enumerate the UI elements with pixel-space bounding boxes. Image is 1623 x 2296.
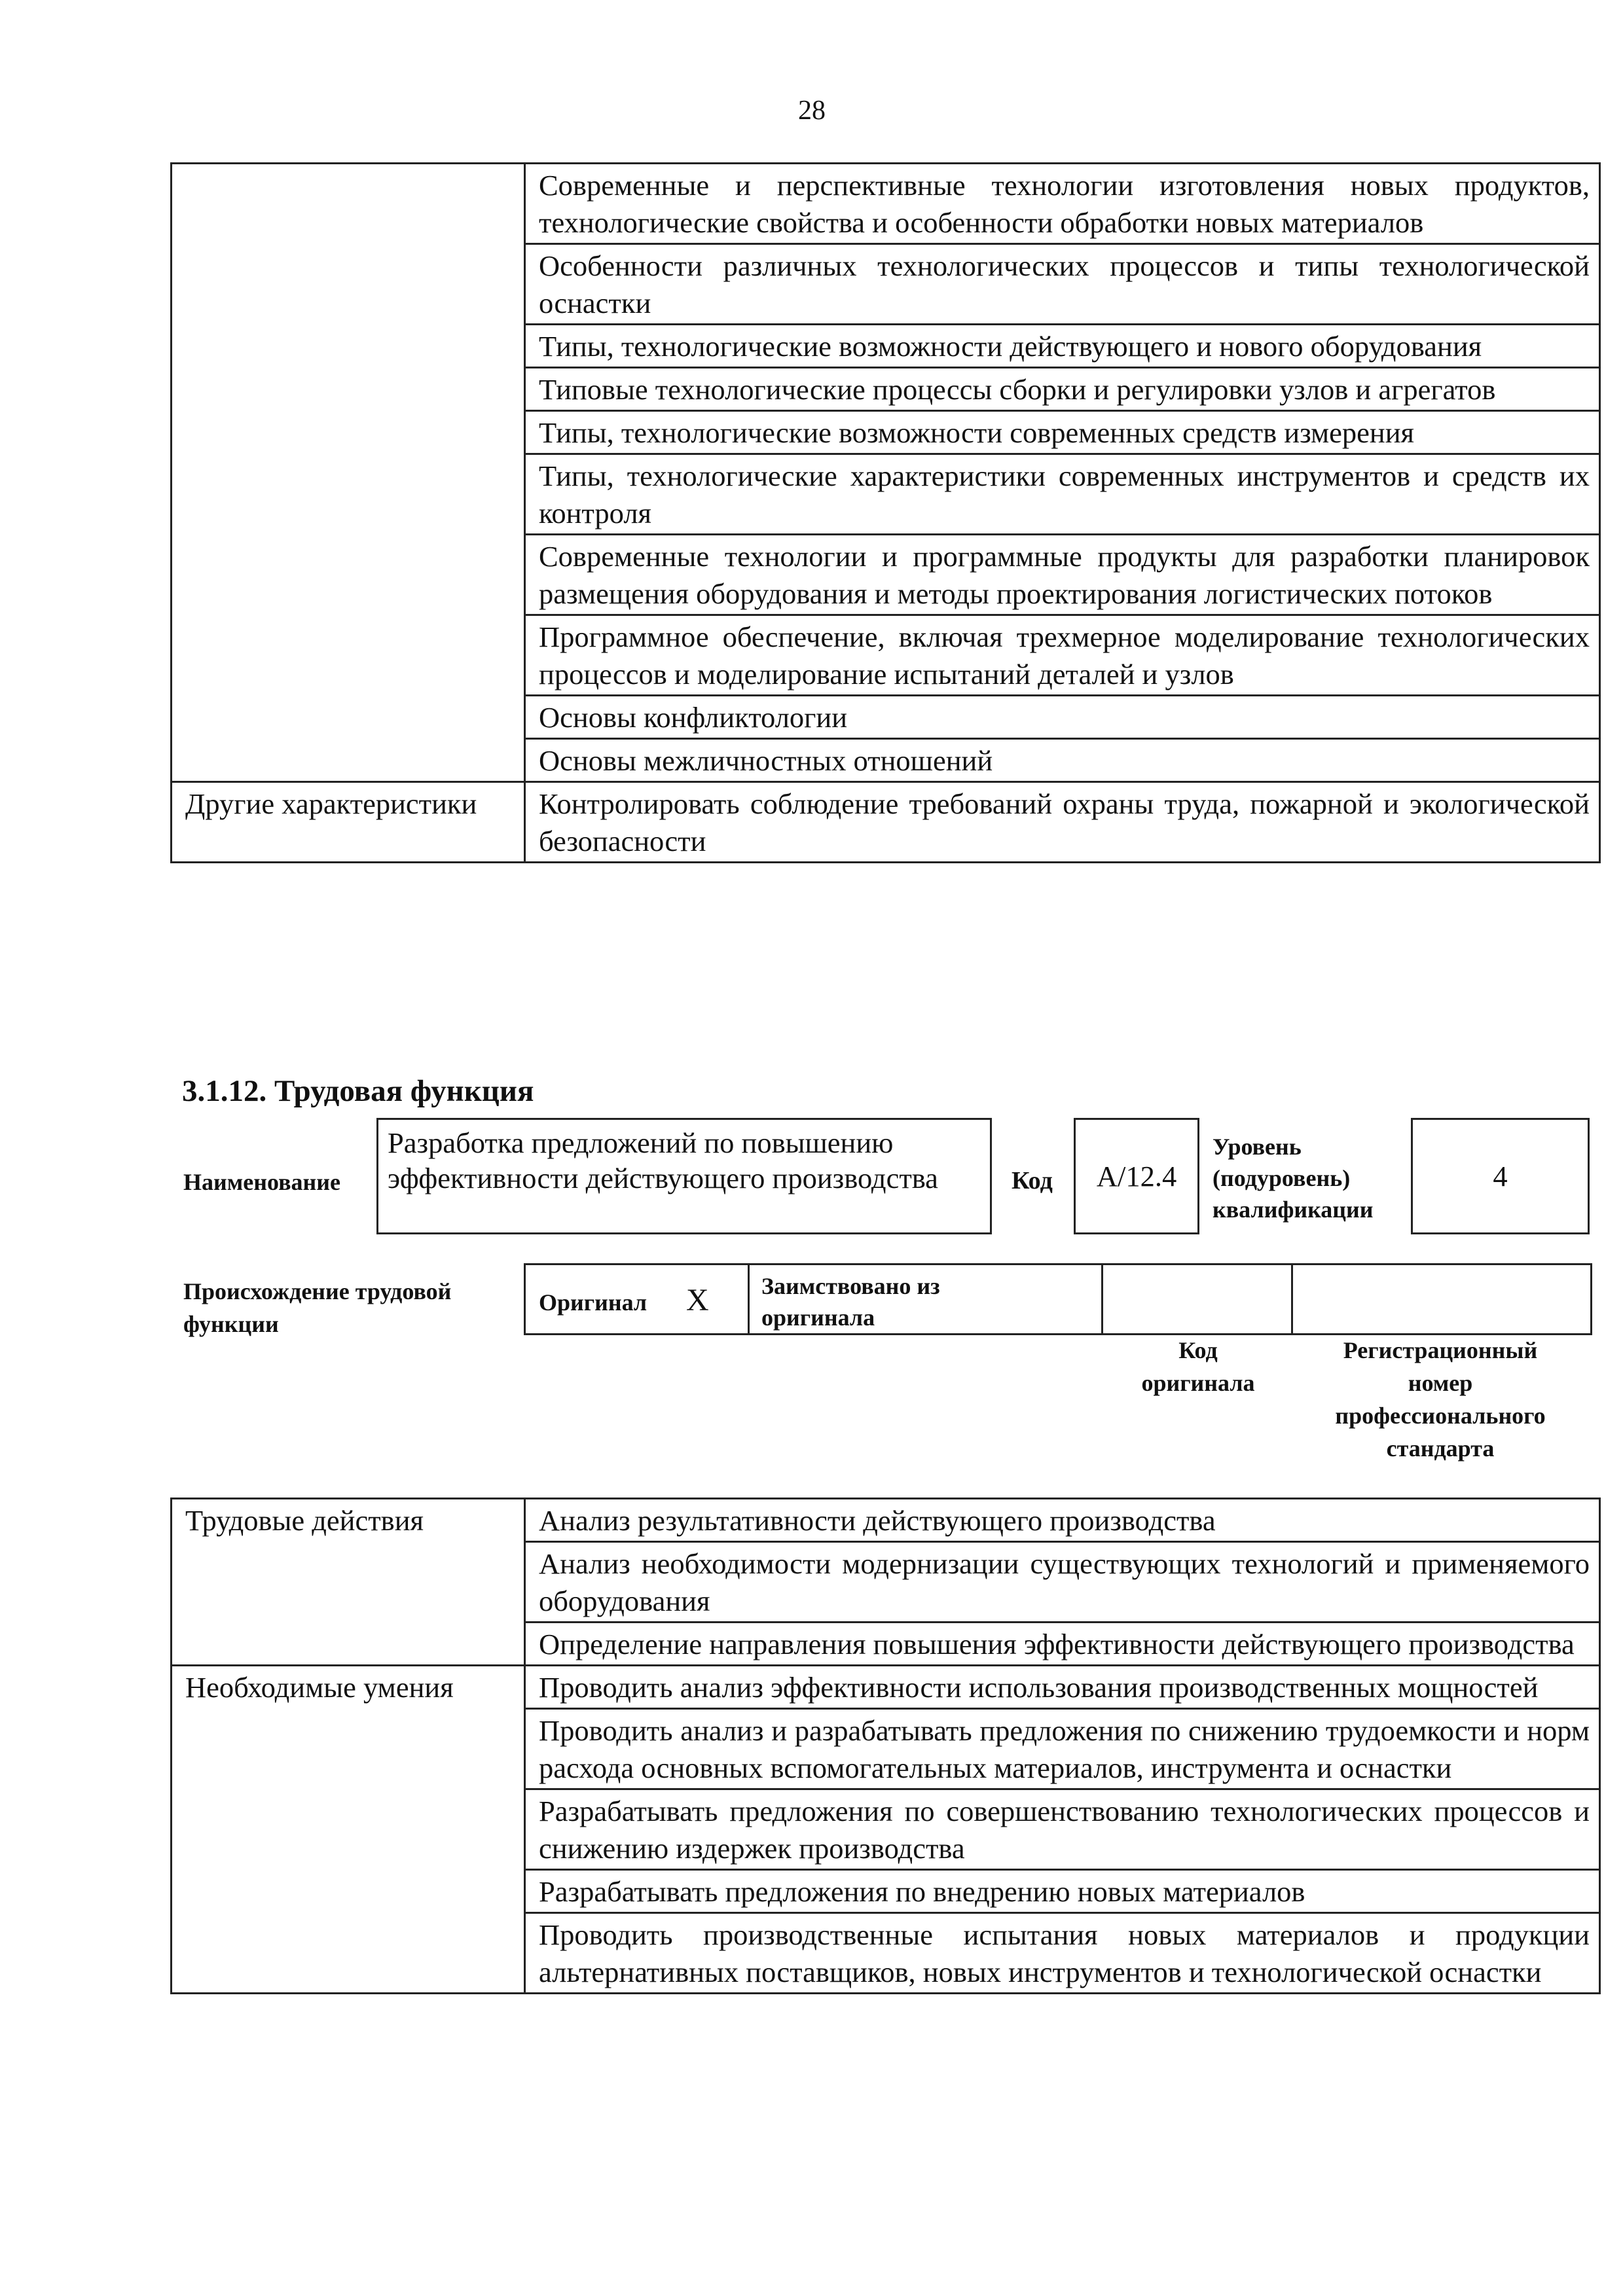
code-label: Код bbox=[1012, 1167, 1053, 1194]
level-value: 4 bbox=[1493, 1160, 1508, 1193]
caption-line: Регистрационный bbox=[1343, 1337, 1538, 1363]
table-row bbox=[172, 1499, 1600, 1542]
actions-skills-table bbox=[170, 1498, 1601, 1994]
row-text: Анализ результативности действующего производства bbox=[525, 1499, 1600, 1542]
borrowed-line: оригинала bbox=[761, 1304, 875, 1331]
origin-original-cell bbox=[526, 1265, 750, 1333]
level-label-line: (подуровень) bbox=[1213, 1165, 1351, 1191]
row-text: Основы межличностных отношений bbox=[525, 739, 1600, 782]
page-number: 28 bbox=[798, 96, 826, 126]
name-value-box: Разработка предложений по повышению эффективности действующего производства bbox=[376, 1118, 992, 1234]
row-text: Проводить производственные испытания новых материалов и продукции альтернативных поставщиков, новых инструментов и технологической оснастки bbox=[525, 1913, 1600, 1994]
row-text: Типы, технологические характеристики современных инструментов и средств их контроля bbox=[525, 454, 1600, 535]
caption-line: стандарта bbox=[1386, 1435, 1495, 1462]
caption-line: Код bbox=[1178, 1337, 1218, 1363]
row-label bbox=[172, 164, 525, 782]
row-text: Анализ необходимости модернизации существующих технологий и применяемого оборудования bbox=[525, 1542, 1600, 1623]
origin-reg-cell bbox=[1293, 1265, 1590, 1333]
origin-code-cell bbox=[1103, 1265, 1293, 1333]
origin-label bbox=[183, 1275, 451, 1340]
borrowed-label bbox=[761, 1270, 940, 1333]
row-text: Определение направления повышения эффективности действующего производства bbox=[525, 1623, 1600, 1666]
row-text: Проводить анализ и разрабатывать предложения по снижению трудоемкости и норм расхода основных вспомогательных материалов, инструмента и оснастки bbox=[525, 1709, 1600, 1789]
original-label: Оригинал bbox=[539, 1289, 647, 1316]
row-text: Современные и перспективные технологии изготовления новых продуктов, технологические свойства и особенности обработки новых материалов bbox=[525, 164, 1600, 244]
borrowed-line: Заимствовано из bbox=[761, 1273, 940, 1299]
code-original-caption bbox=[1100, 1334, 1296, 1399]
row-text: Современные технологии и программные продукты для разработки планировок размещения оборудования и методы проектирования логистических потоков bbox=[525, 535, 1600, 615]
caption-line: профессионального bbox=[1335, 1403, 1546, 1429]
caption-line: оригинала bbox=[1141, 1370, 1255, 1396]
name-label: Наименование bbox=[183, 1169, 340, 1195]
level-label bbox=[1213, 1131, 1374, 1225]
original-mark: X bbox=[686, 1283, 709, 1318]
table-row bbox=[172, 782, 1600, 863]
row-text: Программное обеспечение, включая трехмерное моделирование технологических процессов и моделирование испытаний деталей и узлов bbox=[525, 615, 1600, 696]
reg-number-caption bbox=[1296, 1334, 1584, 1465]
code-value: A/12.4 bbox=[1096, 1160, 1177, 1193]
level-label-line: квалификации bbox=[1213, 1196, 1374, 1223]
row-text: Типы, технологические возможности современных средств измерения bbox=[525, 411, 1600, 454]
row-text: Типы, технологические возможности действующего и нового оборудования bbox=[525, 325, 1600, 368]
origin-borrowed-cell bbox=[750, 1265, 1103, 1333]
caption-line: номер bbox=[1408, 1370, 1473, 1396]
origin-row bbox=[524, 1263, 1592, 1335]
row-label-other: Другие характеристики bbox=[172, 782, 525, 863]
row-text: Проводить анализ эффективности использования производственных мощностей bbox=[525, 1666, 1600, 1709]
labor-actions-label: Трудовые действия bbox=[172, 1499, 525, 1666]
origin-label-line: Происхождение трудовой bbox=[183, 1278, 452, 1304]
section-title: 3.1.12. Трудовая функция bbox=[182, 1074, 534, 1108]
table-row bbox=[172, 164, 1600, 244]
row-text: Основы конфликтологии bbox=[525, 696, 1600, 739]
row-text: Типовые технологические процессы сборки и регулировки узлов и агрегатов bbox=[525, 368, 1600, 411]
required-skills-label: Необходимые умения bbox=[172, 1666, 525, 1994]
knowledge-table bbox=[170, 162, 1601, 863]
row-text: Разрабатывать предложения по совершенствованию технологических процессов и снижению издержек производства bbox=[525, 1789, 1600, 1870]
code-value-box bbox=[1074, 1118, 1199, 1234]
row-text: Особенности различных технологических процессов и типы технологической оснастки bbox=[525, 244, 1600, 325]
row-text: Разрабатывать предложения по внедрению новых материалов bbox=[525, 1870, 1600, 1913]
table-row bbox=[172, 1666, 1600, 1709]
row-text: Контролировать соблюдение требований охраны труда, пожарной и экологической безопасности bbox=[525, 782, 1600, 863]
level-value-box bbox=[1411, 1118, 1590, 1234]
origin-label-line: функции bbox=[183, 1311, 279, 1337]
level-label-line: Уровень bbox=[1213, 1134, 1302, 1160]
